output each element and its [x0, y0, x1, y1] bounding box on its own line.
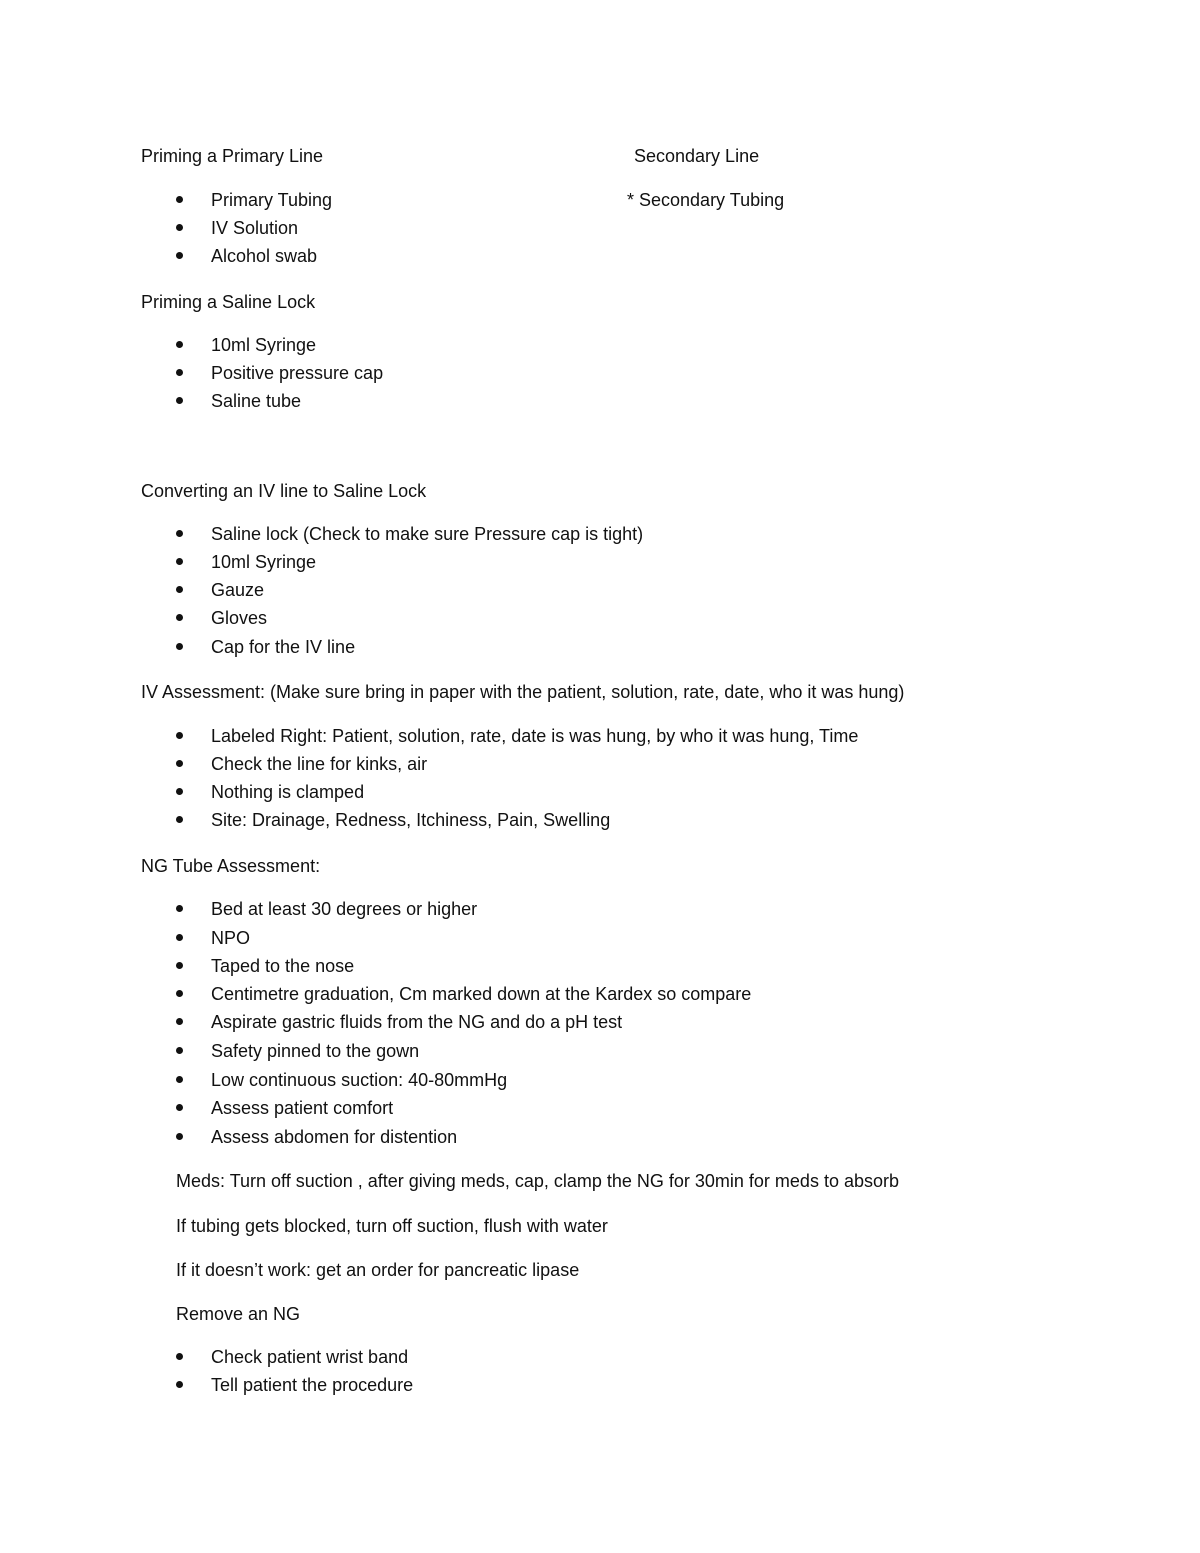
primary-line-heading: Priming a Primary Line	[141, 146, 324, 166]
list-item: Gauze	[211, 580, 265, 600]
bullet-icon	[176, 643, 183, 650]
list-item: Cap for the IV line	[211, 637, 356, 657]
bullet-icon	[176, 224, 183, 231]
list-item: Nothing is clamped	[211, 782, 365, 802]
bullet-icon	[176, 397, 183, 404]
bullet-icon	[176, 614, 183, 621]
bullet-icon	[176, 905, 183, 912]
list-item: Safety pinned to the gown	[211, 1041, 420, 1061]
list-item: Site: Drainage, Redness, Itchiness, Pain, Swelling	[211, 810, 611, 830]
bullet-icon	[176, 530, 183, 537]
list-item: Centimetre graduation, Cm marked down at the Kardex so compare	[211, 984, 752, 1004]
converting-heading: Converting an IV line to Saline Lock	[141, 481, 427, 501]
list-item: Check the line for kinks, air	[211, 754, 428, 774]
bullet-icon	[176, 1047, 183, 1054]
bullet-icon	[176, 934, 183, 941]
list-item: Primary Tubing	[211, 190, 333, 210]
bullet-icon	[176, 586, 183, 593]
bullet-icon	[176, 1381, 183, 1388]
iv-assessment-heading: IV Assessment: (Make sure bring in paper with the patient, solution, rate, date, who it was hung)	[141, 682, 905, 702]
bullet-icon	[176, 732, 183, 739]
list-item: Positive pressure cap	[211, 363, 384, 383]
bullet-icon	[176, 990, 183, 997]
saline-lock-heading: Priming a Saline Lock	[141, 292, 316, 312]
bullet-icon	[176, 1133, 183, 1140]
meds-note: Meds: Turn off suction , after giving meds, cap, clamp the NG for 30min for meds to absorb	[176, 1171, 899, 1191]
secondary-line-heading: Secondary Line	[634, 146, 760, 166]
bullet-icon	[176, 1353, 183, 1360]
secondary-tubing-item: * Secondary Tubing	[627, 190, 785, 210]
list-item: Check patient wrist band	[211, 1347, 409, 1367]
bullet-icon	[176, 816, 183, 823]
bullet-icon	[176, 369, 183, 376]
bullet-icon	[176, 788, 183, 795]
list-item: Labeled Right: Patient, solution, rate, date is was hung, by who it was hung, Time	[211, 726, 859, 746]
bullet-icon	[176, 760, 183, 767]
list-item: Taped to the nose	[211, 956, 355, 976]
remove-ng-heading: Remove an NG	[176, 1304, 301, 1324]
list-item: Bed at least 30 degrees or higher	[211, 899, 478, 919]
list-item: 10ml Syringe	[211, 335, 317, 355]
list-item: Aspirate gastric fluids from the NG and do a pH test	[211, 1012, 623, 1032]
bullet-icon	[176, 252, 183, 259]
list-item: Alcohol swab	[211, 246, 318, 266]
bullet-icon	[176, 558, 183, 565]
bullet-icon	[176, 1076, 183, 1083]
list-item: Low continuous suction: 40-80mmHg	[211, 1070, 508, 1090]
blocked-note: If tubing gets blocked, turn off suction, flush with water	[176, 1216, 608, 1236]
list-item: IV Solution	[211, 218, 299, 238]
bullet-icon	[176, 341, 183, 348]
bullet-icon	[176, 196, 183, 203]
bullet-icon	[176, 962, 183, 969]
bullet-icon	[176, 1104, 183, 1111]
doesnt-work-note: If it doesn’t work: get an order for pancreatic lipase	[176, 1260, 580, 1280]
list-item: 10ml Syringe	[211, 552, 317, 572]
list-item: Assess patient comfort	[211, 1098, 394, 1118]
ng-assessment-heading: NG Tube Assessment:	[141, 856, 321, 876]
list-item: Gloves	[211, 608, 268, 628]
list-item: NPO	[211, 928, 251, 948]
list-item: Tell patient the procedure	[211, 1375, 414, 1395]
list-item: Saline tube	[211, 391, 302, 411]
list-item: Assess abdomen for distention	[211, 1127, 458, 1147]
list-item: Saline lock (Check to make sure Pressure cap is tight)	[211, 524, 644, 544]
bullet-icon	[176, 1018, 183, 1025]
